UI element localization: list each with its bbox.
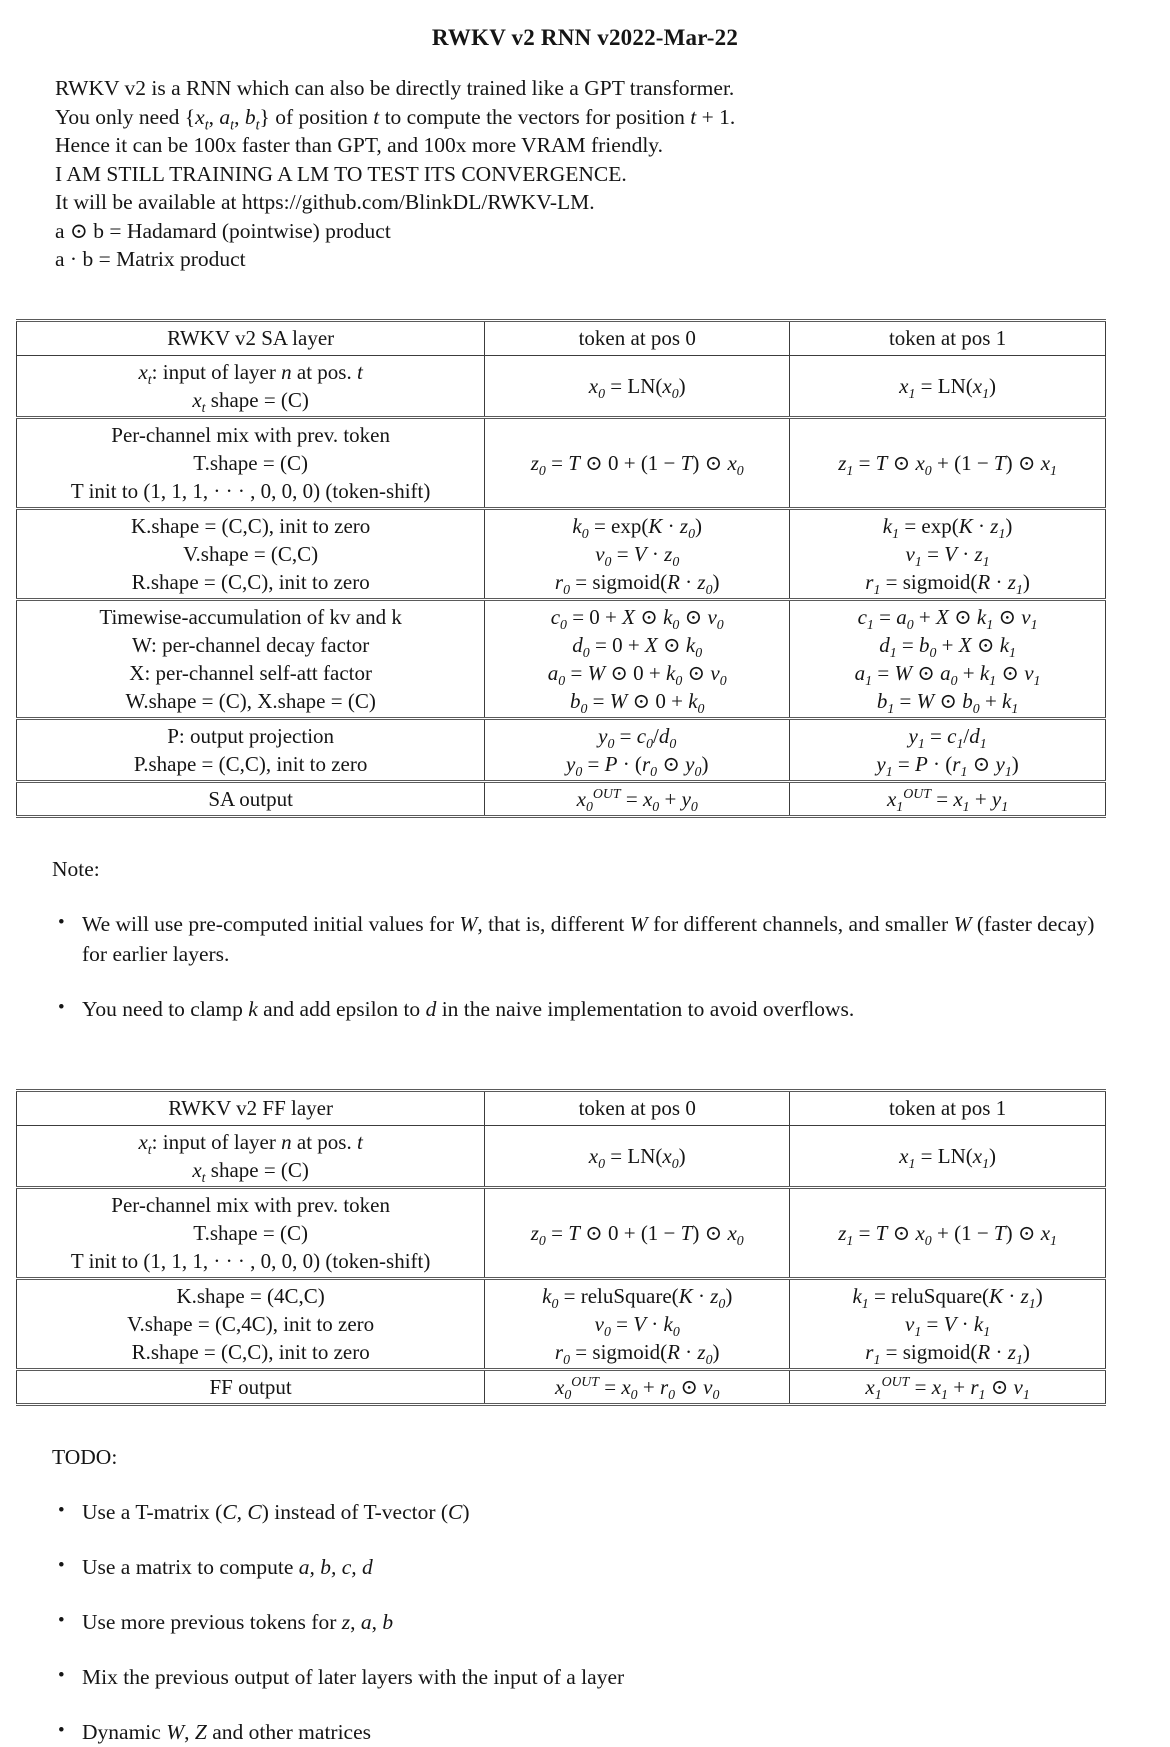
todo-item-text: Dynamic W, Z and other matrices [82, 1719, 371, 1744]
sa-row-kvr [17, 508, 1106, 599]
sa-header-row [17, 320, 1106, 355]
cell-line: $z_1 = T$ ⊙ $x_0 + (1 - T)$ ⊙ $x_1$ [838, 450, 1057, 478]
cell-line: $z_1 = T$ ⊙ $x_0 + (1 - T)$ ⊙ $x_1$ [838, 1220, 1057, 1248]
intro-line-hadamard: a ⊙ b = Hadamard (pointwise) product [55, 218, 391, 243]
note-item-text: You need to clamp k and add epsilon to d in the naive implementation to avoid overflows. [82, 996, 855, 1021]
note-item [54, 909, 1104, 969]
cell-line: $x_1^{OUT} = x_1 + r_1$ ⊙ $v_1$ [865, 1373, 1030, 1402]
ff-input-pos0 [485, 1125, 790, 1187]
cell-line: R.shape = (C,C), init to zero [131, 1339, 370, 1364]
ff-header-row [17, 1090, 1106, 1125]
cell-line: Per-channel mix with prev. token [111, 1192, 390, 1217]
cell-line: $r_0$ = sigmoid(R · $z_0$) [554, 569, 720, 597]
sa-proj-desc [17, 718, 485, 781]
cell-line: $x_t$: input of layer n at pos. t [138, 359, 363, 387]
ff-row-output [17, 1369, 1106, 1404]
todo-item [54, 1497, 1104, 1527]
bullet-icon: • [58, 996, 65, 1018]
cell-line: T init to (1, 1, 1, · · · , 0, 0, 0) (token-shift) [70, 478, 431, 503]
intro-line-4: I AM STILL TRAINING A LM TO TEST ITS CONVERGENCE. [55, 161, 627, 186]
todo-item-text: Use a T-matrix (C, C) instead of T-vector (C) [82, 1499, 470, 1524]
sa-output-desc [17, 781, 485, 816]
cell-line: $x_0^{OUT} = x_0 + y_0$ [576, 785, 698, 814]
cell-line: $v_0 = V \cdot k_0$ [594, 1311, 680, 1339]
cell-line: $r_0$ = sigmoid(R · $z_0$) [554, 1339, 720, 1367]
cell-line: $x_1^{OUT} = x_1 + y_1$ [886, 785, 1009, 814]
ff-row-input [17, 1125, 1106, 1187]
cell-line: $v_0 = V \cdot z_0$ [595, 541, 680, 569]
cell-line: $v_1 = V \cdot k_1$ [904, 1311, 991, 1339]
ff-row-kvr [17, 1278, 1106, 1369]
cell-line: P: output projection [167, 723, 335, 748]
cell-line: W.shape = (C), X.shape = (C) [125, 688, 376, 713]
cell-line: $z_0 = T$ ⊙ 0 + (1 − T) ⊙ $x_0$ [530, 450, 744, 478]
cell-line: $x_t$ shape = (C) [192, 1157, 309, 1185]
sa-row-output [17, 781, 1106, 816]
ff-mix-pos0 [485, 1187, 790, 1278]
cell-line: $d_1 = b_0 + X$ ⊙ $k_1$ [879, 632, 1016, 660]
todo-item [54, 1607, 1104, 1637]
sa-header-pos0: token at pos 0 [485, 320, 790, 355]
cell-line: R.shape = (C,C), init to zero [131, 569, 370, 594]
cell-line: W: per-channel decay factor [132, 632, 370, 657]
cell-line: $b_1 = W$ ⊙ $b_0 + k_1$ [876, 688, 1019, 716]
todo-item-text: Mix the previous output of later layers with the input of a layer [82, 1664, 625, 1689]
cell-line: $a_0 = W$ ⊙ $0 + k_0$ ⊙ $v_0$ [547, 660, 727, 688]
note-heading: Note: [52, 856, 100, 881]
sa-accum-desc [17, 599, 485, 718]
cell-line: $k_0$ = reluSquare(K · $z_0$) [542, 1283, 733, 1311]
ff-input-pos1 [790, 1125, 1106, 1187]
sa-input-pos0 [485, 355, 790, 417]
bullet-icon: • [58, 1499, 65, 1521]
intro-line-matrix: a · b = Matrix product [55, 247, 246, 271]
cell-line: K.shape = (4C,C) [176, 1283, 325, 1308]
cell-line: Per-channel mix with prev. token [111, 422, 390, 447]
cell-line: $x_1 = LN(x_1)$ [899, 1143, 997, 1171]
ff-row-mix [17, 1187, 1106, 1278]
sa-row-mix [17, 417, 1106, 508]
ff-mix-desc [17, 1187, 485, 1278]
cell-line: $z_0 = T$ ⊙ 0 + (1 − T) ⊙ $x_0$ [530, 1220, 744, 1248]
ff-layer-table [16, 1089, 1106, 1406]
sa-mix-pos0 [485, 417, 790, 508]
cell-line: T.shape = (C) [193, 450, 308, 475]
sa-output-pos0 [485, 781, 790, 816]
cell-line: $k_1 = \exp(K \cdot z_1)$ [882, 513, 1013, 541]
bullet-icon: • [58, 1719, 65, 1741]
ff-output-pos0 [485, 1369, 790, 1404]
ff-kvr-pos0 [485, 1278, 790, 1369]
cell-line: P.shape = (C,C), init to zero [133, 751, 368, 776]
todo-item [54, 1552, 1104, 1582]
cell-line: X: per-channel self-att factor [129, 660, 372, 685]
ff-output-pos1 [790, 1369, 1106, 1404]
intro-line-url: It will be available at https://github.com/BlinkDL/RWKV-LM. [55, 190, 595, 214]
ff-input-desc [17, 1125, 485, 1187]
sa-kvr-pos1 [790, 508, 1106, 599]
sa-kvr-pos0 [485, 508, 790, 599]
bullet-icon: • [58, 1609, 65, 1631]
sa-accum-pos0 [485, 599, 790, 718]
sa-header-layer: RWKV v2 SA layer [17, 320, 485, 355]
cell-line: $x_0 = LN(x_0)$ [588, 1143, 686, 1171]
cell-line: T init to (1, 1, 1, · · · , 0, 0, 0) (token-shift) [70, 1248, 431, 1273]
ff-output-desc [17, 1369, 485, 1404]
sa-proj-pos1 [790, 718, 1106, 781]
sa-output-pos1 [790, 781, 1106, 816]
cell-line: $y_0 = P \cdot (r_0$ ⊙ $y_0$) [566, 751, 709, 779]
ff-header-pos0: token at pos 0 [485, 1090, 790, 1125]
intro-paragraph [55, 74, 1130, 274]
cell-line: SA output [208, 786, 293, 811]
cell-line: $d_0 = 0 + X$ ⊙ $k_0$ [572, 632, 703, 660]
sa-row-accum [17, 599, 1106, 718]
cell-line: $x_0 = LN(x_0)$ [588, 373, 686, 401]
ff-header-layer: RWKV v2 FF layer [17, 1090, 485, 1125]
ff-kvr-pos1 [790, 1278, 1106, 1369]
spacer [0, 274, 1170, 319]
bullet-icon: • [58, 911, 65, 933]
cell-line: $k_1$ = reluSquare(K · $z_1$) [852, 1283, 1043, 1311]
cell-line: $k_0 = \exp(K \cdot z_0)$ [572, 513, 702, 541]
cell-line: $a_1 = W$ ⊙ $a_0 + k_1$ ⊙ $v_1$ [854, 660, 1041, 688]
ff-header-pos1: token at pos 1 [790, 1090, 1106, 1125]
sa-row-input [17, 355, 1106, 417]
cell-line: $r_1$ = sigmoid(R · $z_1$) [865, 1339, 1030, 1367]
cell-line: $r_1$ = sigmoid(R · $z_1$) [865, 569, 1030, 597]
todo-item [54, 1717, 1104, 1747]
note-list [54, 909, 1104, 1024]
cell-line: $x_t$: input of layer n at pos. t [138, 1129, 363, 1157]
todo-item [54, 1662, 1104, 1692]
page-title: RWKV v2 RNN v2022-Mar-22 [431, 25, 739, 50]
sa-layer-table [16, 319, 1106, 818]
cell-line: $y_1 = P \cdot (r_1$ ⊙ $y_1$) [876, 751, 1019, 779]
bullet-icon: • [58, 1664, 65, 1686]
cell-line: $x_0^{OUT} = x_0 + r_0$ ⊙ $v_0$ [554, 1373, 720, 1402]
cell-line: $v_1 = V \cdot z_1$ [905, 541, 990, 569]
intro-line-3: Hence it can be 100x faster than GPT, and 100x more VRAM friendly. [55, 133, 664, 157]
cell-line: $x_1 = LN(x_1)$ [899, 373, 997, 401]
sa-row-proj [17, 718, 1106, 781]
ff-kvr-desc [17, 1278, 485, 1369]
cell-line: T.shape = (C) [193, 1220, 308, 1245]
cell-line: $y_0 = c_0/d_0$ [598, 723, 677, 751]
sa-header-pos1: token at pos 1 [790, 320, 1106, 355]
cell-line: V.shape = (C,4C), init to zero [127, 1311, 375, 1336]
sa-kvr-desc [17, 508, 485, 599]
cell-line: Timewise-accumulation of kv and k [99, 604, 402, 629]
ff-mix-pos1 [790, 1187, 1106, 1278]
intro-line-1: RWKV v2 is a RNN which can also be directly trained like a GPT transformer. [55, 76, 735, 100]
todo-heading: TODO: [52, 1444, 118, 1469]
note-item [54, 994, 1104, 1024]
sa-input-desc [17, 355, 485, 417]
sa-input-pos1 [790, 355, 1106, 417]
cell-line: K.shape = (C,C), init to zero [130, 513, 371, 538]
spacer [0, 1049, 1170, 1089]
cell-line: FF output [209, 1374, 292, 1399]
note-item-text: We will use pre-computed initial values for W, that is, different W for different channels, and smaller W (faster decay) for earlier layers. [82, 911, 1095, 966]
todo-item-text: Use more previous tokens for z, a, b [82, 1609, 394, 1634]
cell-line: $b_0 = W$ ⊙ $0 + k_0$ [569, 688, 705, 716]
sa-accum-pos1 [790, 599, 1106, 718]
todo-item-text: Use a matrix to compute a, b, c, d [82, 1554, 373, 1579]
cell-line: $c_0 = 0 + X$ ⊙ $k_0$ ⊙ $v_0$ [550, 604, 724, 632]
cell-line: $y_1 = c_1/d_1$ [908, 723, 987, 751]
cell-line: $c_1 = a_0 + X$ ⊙ $k_1$ ⊙ $v_1$ [857, 604, 1038, 632]
todo-list [54, 1497, 1104, 1747]
sa-mix-pos1 [790, 417, 1106, 508]
cell-line: $x_t$ shape = (C) [192, 387, 309, 415]
intro-line-2: You only need {$x_t$, $a_t$, $b_t$} of position t to compute the vectors for position t + 1. [55, 104, 736, 133]
bullet-icon: • [58, 1554, 65, 1576]
sa-mix-desc [17, 417, 485, 508]
sa-proj-pos0 [485, 718, 790, 781]
cell-line: V.shape = (C,C) [183, 541, 319, 566]
